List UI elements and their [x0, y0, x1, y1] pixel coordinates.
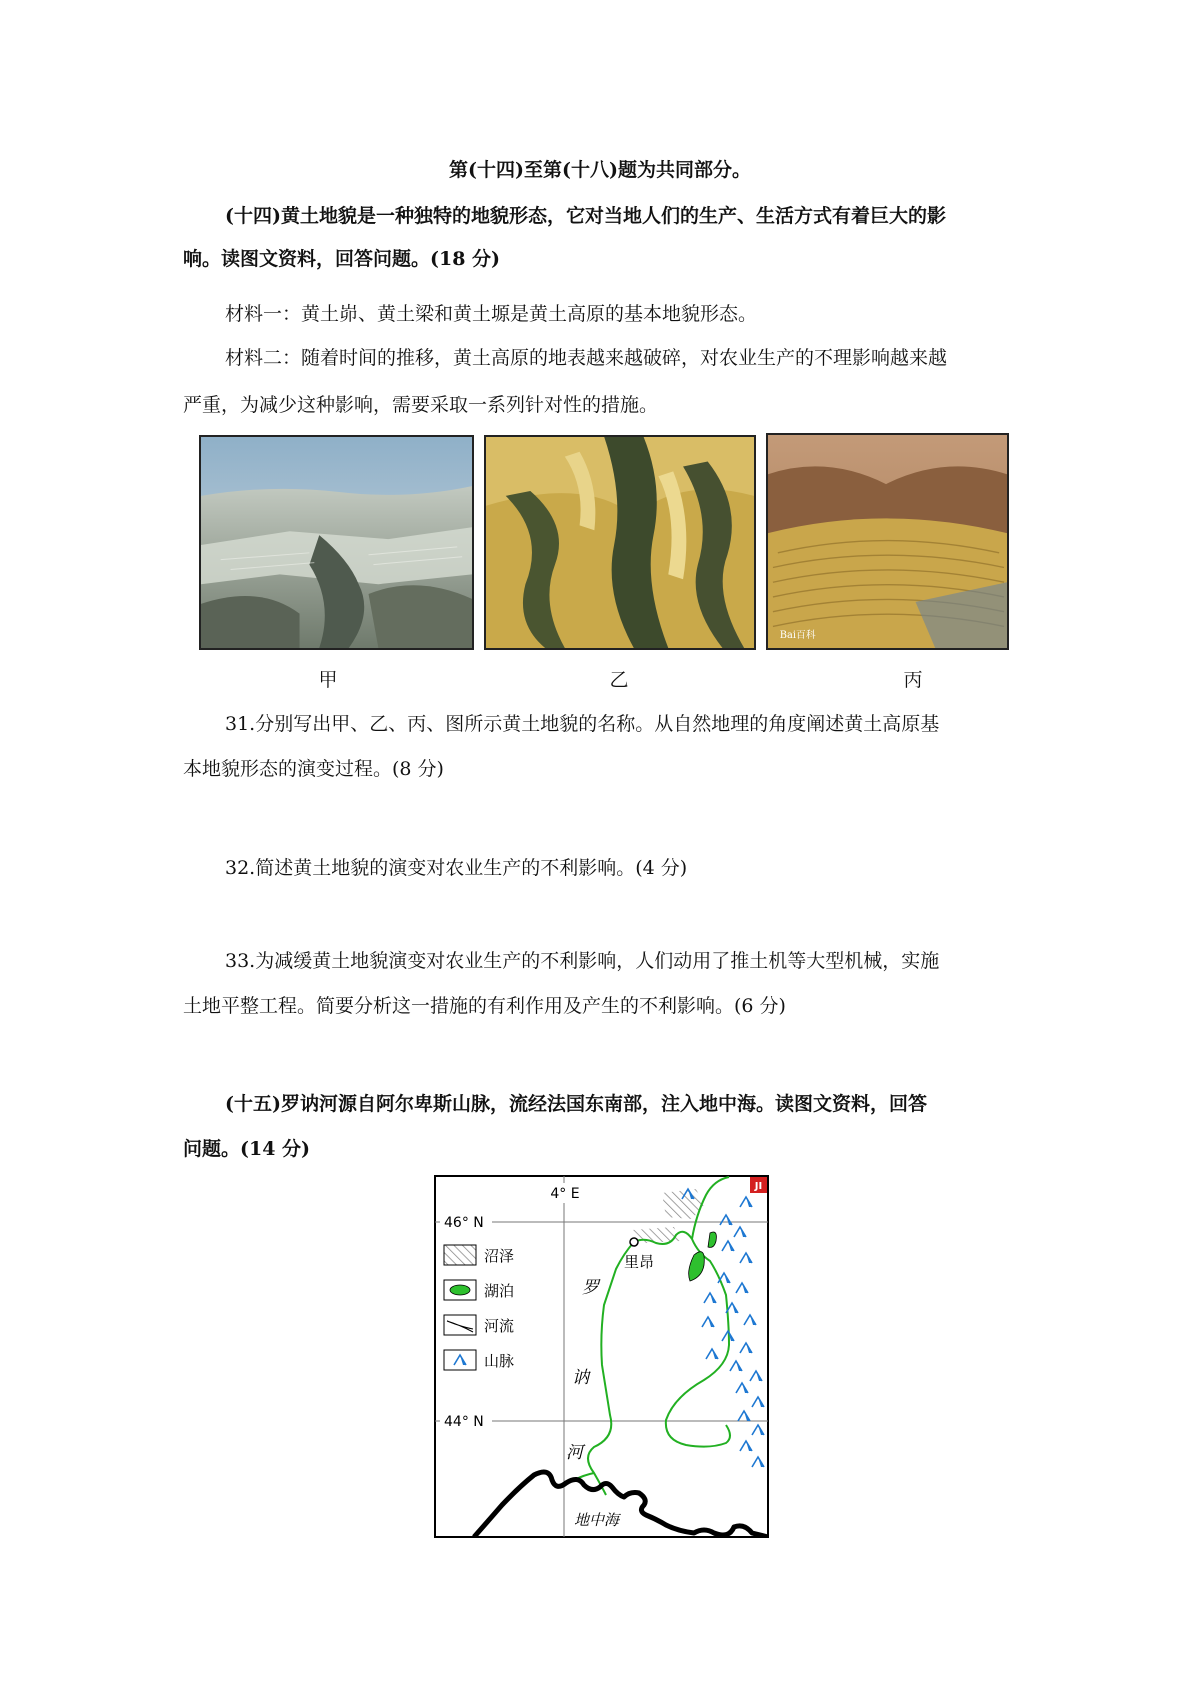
lat-46-label: 46° N [444, 1215, 484, 1231]
sea-label: 地中海 [574, 1511, 620, 1529]
question-32: 32.简述黄土地貌的演变对农业生产的不利影响。(4 分) [225, 857, 688, 879]
q15-intro-line2: 问题。(14 分) [183, 1138, 311, 1160]
material-two-line1: 材料二：随着时间的推移，黄土高原的地表越来越破碎，对农业生产的不理影响越来越 [225, 347, 948, 369]
swamp-icon [444, 1245, 476, 1265]
question-33-line2: 土地平整工程。简要分析这一措施的有利作用及产生的不利影响。(6 分) [183, 995, 786, 1017]
loess-ridge-photo [484, 435, 756, 650]
question-31-line2: 本地貌形态的演变过程。(8 分) [183, 758, 444, 780]
q14-intro-line2: 响。读图文资料，回答问题。(18 分) [183, 248, 501, 270]
q14-intro-line1: (十四)黄土地貌是一种独特的地貌形态，它对当地人们的生产、生活方式有着巨大的影 [225, 205, 946, 227]
question-31-line1: 31.分别写出甲、乙、丙、图所示黄土地貌的名称。从自然地理的角度阐述黄土高原基 [225, 713, 940, 735]
legend-label-swamp: 沼泽 [484, 1247, 515, 1265]
legend-label-lake: 湖泊 [484, 1282, 515, 1300]
photo-caption-bing: 丙 [903, 669, 923, 691]
river-char-1: 罗 [582, 1278, 599, 1298]
baidu-watermark: Bai百科 [779, 630, 816, 642]
longitude-label: 4° E [550, 1186, 580, 1202]
loess-plateau-photo [199, 435, 474, 650]
question-33-line1: 33.为减缓黄土地貌演变对农业生产的不利影响，人们动用了推土机等大型机械，实施 [225, 950, 940, 972]
lat-44-label: 44° N [444, 1414, 484, 1430]
map-corner-badge-text: JI [754, 1181, 763, 1192]
lyon-label: 里昂 [624, 1253, 655, 1271]
loess-hill-photo [766, 433, 1009, 650]
lyon-city-marker [630, 1238, 638, 1246]
mountain-icon [444, 1350, 476, 1370]
material-two-line2: 严重，为减少这种影响，需要采取一系列针对性的措施。 [183, 394, 659, 416]
legend-label-river: 河流 [484, 1317, 515, 1335]
river-char-3: 河 [566, 1443, 583, 1463]
photo-caption-jia: 甲 [318, 669, 338, 691]
legend-label-mountain: 山脉 [484, 1352, 515, 1370]
q15-intro-line1: (十五)罗讷河源自阿尔卑斯山脉，流经法国东南部，注入地中海。读图文资料，回答 [225, 1093, 927, 1115]
river-char-2: 讷 [572, 1368, 589, 1388]
river-icon [444, 1315, 476, 1335]
section-header: 第(十四)至第(十八)题为共同部分。 [449, 159, 751, 181]
material-one: 材料一：黄土峁、黄土梁和黄土塬是黄土高原的基本地貌形态。 [225, 303, 758, 325]
photo-caption-yi: 乙 [609, 669, 629, 691]
rhone-river-map [434, 1175, 769, 1538]
